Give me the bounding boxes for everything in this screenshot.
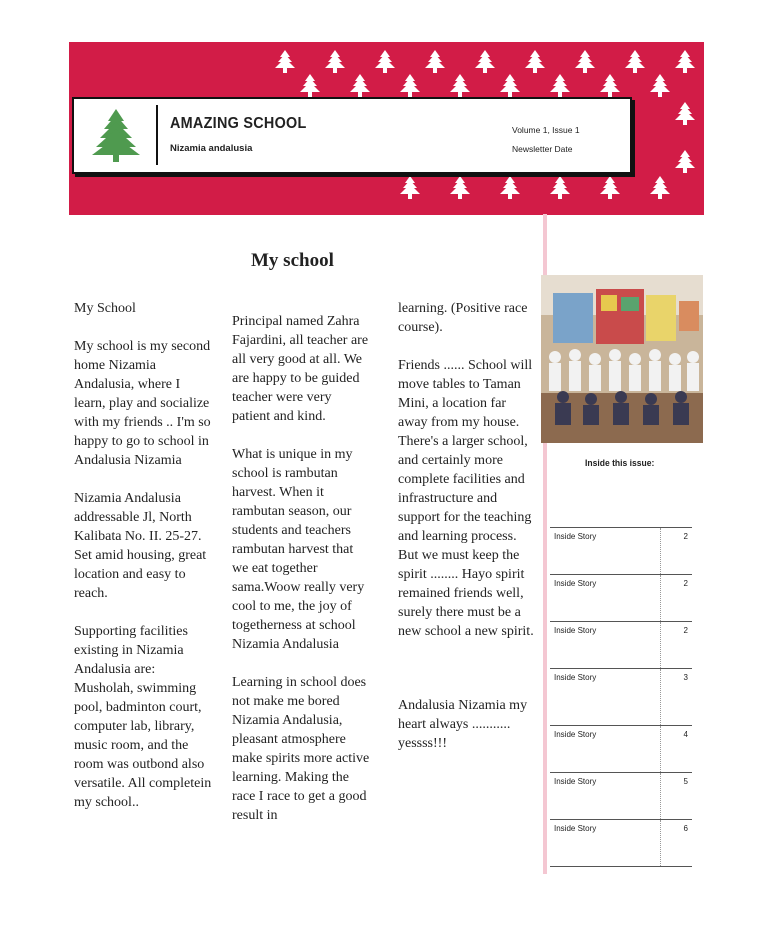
toc-row: [550, 621, 692, 668]
newsletter-date: Newsletter Date: [512, 144, 573, 154]
banner-tree-icon: [674, 50, 696, 79]
toc-row: [550, 725, 692, 772]
banner-tree-icon: [399, 176, 421, 205]
toc-separator: [660, 820, 661, 866]
toc-separator: [660, 726, 661, 772]
toc-page: 2: [683, 626, 688, 635]
paragraph: My School: [74, 301, 136, 316]
banner-tree-icon: [374, 50, 396, 79]
banner-tree-icon: [549, 176, 571, 205]
toc-row: [550, 772, 692, 819]
toc-label: Inside Story: [554, 730, 597, 739]
table-of-contents: [550, 527, 692, 867]
toc-row: [550, 574, 692, 621]
banner-tree-icon: [649, 74, 671, 103]
banner-tree-icon: [474, 50, 496, 79]
toc-separator: [660, 622, 661, 668]
toc-page: 2: [683, 532, 688, 541]
toc-label: Inside Story: [554, 673, 597, 682]
article-column-3: [398, 280, 538, 772]
banner-tree-icon: [274, 50, 296, 79]
paragraph: My school is my second home Nizamia Andalusia, where I learn, play and socialize with my friends .. I'm so happy to go to school in Andalusia Nizamia: [74, 339, 211, 468]
banner-tree-icon: [599, 176, 621, 205]
masthead-box: [72, 97, 632, 174]
banner-tree-icon: [499, 176, 521, 205]
banner-tree-icon: [424, 50, 446, 79]
toc-label: Inside Story: [554, 824, 597, 833]
toc-page: 3: [683, 673, 688, 682]
article-column-1: [74, 280, 214, 831]
banner-tree-icon: [624, 50, 646, 79]
article-column-2: [232, 293, 372, 844]
paragraph: Supporting facilities existing in Nizamia Andalusia are: Musholah, swimming pool, badminton court, computer lab, library, music room, and the room was outbond also versatile. All completein my school..: [74, 624, 212, 810]
masthead-divider: [156, 105, 158, 165]
toc-separator: [660, 528, 661, 574]
paragraph: Friends ...... School will move tables to Taman Mini, a location far away from my house. There's a larger school, and certainly more complete facilities and infrastructure and support for the teaching and learning process. But we must keep the spirit ........ Hayo spirit remained friends well, surely there must be a new school a new spirit.: [398, 358, 534, 639]
banner-tree-icon: [674, 102, 696, 131]
paragraph: What is unique in my school is rambutan harvest. When it rambutan season, our students and teachers rambutan harvest that we eat together sama.Woow really very cool to me, the joy of togetherness at school Nizamia Andalusia: [232, 447, 365, 652]
toc-page: 5: [683, 777, 688, 786]
toc-row: [550, 819, 692, 866]
paragraph: Nizamia Andalusia addressable Jl, North Kalibata No. II. 25-27. Set amid housing, great location and easy to reach.: [74, 491, 207, 601]
toc-bottom-rule: [550, 866, 692, 867]
toc-label: Inside Story: [554, 777, 597, 786]
toc-page: 4: [683, 730, 688, 739]
toc-row: [550, 527, 692, 574]
volume-issue: Volume 1, Issue 1: [512, 125, 580, 135]
toc-label: Inside Story: [554, 626, 597, 635]
tree-logo-icon: [88, 107, 144, 163]
newsletter-title: AMAZING SCHOOL: [170, 115, 307, 132]
toc-label: Inside Story: [554, 579, 597, 588]
banner-tree-icon: [324, 50, 346, 79]
inside-issue-title: Inside this issue:: [585, 458, 655, 469]
banner-tree-icon: [524, 50, 546, 79]
banner-tree-icon: [449, 176, 471, 205]
toc-row: [550, 668, 692, 725]
newsletter-subtitle: Nizamia andalusia: [170, 143, 253, 154]
article-heading: My school: [251, 250, 334, 271]
class-photo: [541, 275, 703, 443]
toc-separator: [660, 773, 661, 819]
toc-page: 6: [683, 824, 688, 833]
paragraph: Andalusia Nizamia my heart always ........... yessss!!!: [398, 698, 528, 751]
toc-page: 2: [683, 579, 688, 588]
paragraph: Learning in school does not make me bored Nizamia Andalusia, pleasant atmosphere make spirits more active learning. Making the race I race to get a good result in: [232, 675, 370, 823]
paragraph: Principal named Zahra Fajardini, all teacher are all very good at all. We are happy to be guided teacher were very patient and kind.: [232, 314, 369, 424]
banner-tree-icon: [674, 150, 696, 179]
paragraph: learning. (Positive race course).: [398, 301, 528, 335]
toc-label: Inside Story: [554, 532, 597, 541]
banner-tree-icon: [649, 176, 671, 205]
banner-tree-icon: [574, 50, 596, 79]
toc-separator: [660, 575, 661, 621]
toc-separator: [660, 669, 661, 725]
